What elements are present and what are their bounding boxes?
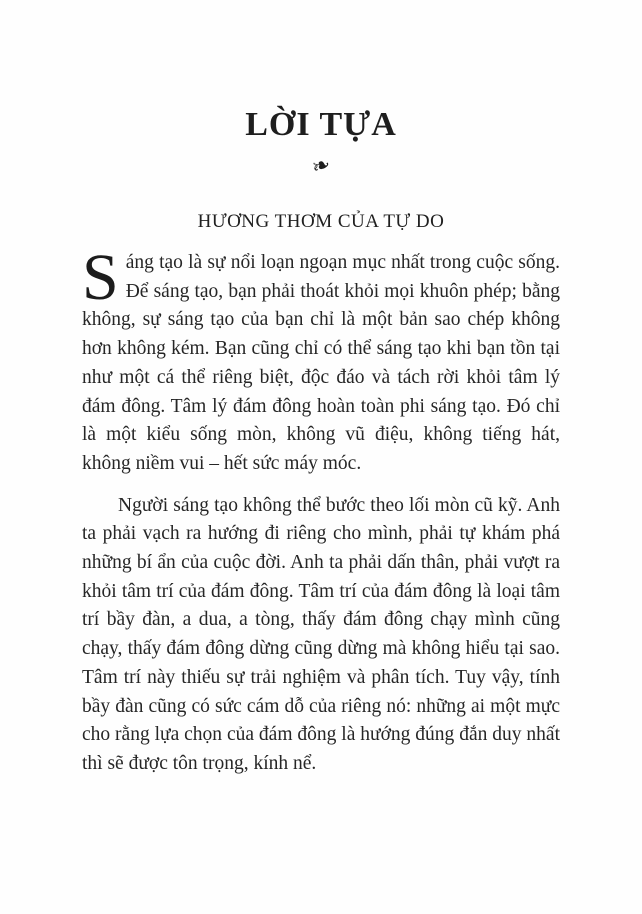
section-heading: HƯƠNG THƠM CỦA TỰ DO	[197, 211, 445, 232]
chapter-title: LỜI TỰA	[245, 106, 397, 143]
body-text-block	[82, 241, 560, 779]
paragraph-1	[82, 241, 560, 479]
fleuron-ornament-icon	[0, 151, 642, 182]
drop-cap: S	[82, 241, 119, 314]
paragraph-2: Người sáng tạo không thể bước theo lối mòn cũ kỹ. Anh ta phải vạch ra hướng đi riêng cho mình, phải tự khám phá những bí ẩn của cuộc đời. Anh ta phải dấn thân, phải vượt ra khỏi tâm trí của đám đông. Tâm trí của đám đông là loại tâm trí bầy đàn, a dua, a tòng, thấy đám đông chạy mình cũng chạy, thấy đám đông dừng cũng dừng mà không hiểu tại sao. Tâm trí này thiếu sự trải nghiệm và phân tích. Tuy vậy, tính bầy đàn cũng có sức cám dỗ của riêng nó: những ai một mực cho rằng lựa chọn của đám đông là hướng đúng đắn duy nhất thì sẽ được tôn trọng, kính nể.	[82, 494, 560, 774]
fleuron-glyph: ❧	[308, 151, 334, 182]
paragraph-1-text: áng tạo là sự nổi loạn ngoạn mục nhất trong cuộc sống. Để sáng tạo, bạn phải thoát khỏi mọi khuôn phép; bằng không, sự sáng tạo của bạn chỉ là một bản sao chép không hơn không kém. Bạn cũng chỉ có thể sáng tạo khi bạn tồn tại như một cá thể riêng biệt, độc đáo và tách rời khỏi tâm lý đám đông. Tâm lý đám đông hoàn toàn phi sáng tạo. Đó chỉ là một kiểu sống mòn, không vũ điệu, không tiếng hát, không niềm vui – hết sức máy móc.	[82, 252, 560, 474]
